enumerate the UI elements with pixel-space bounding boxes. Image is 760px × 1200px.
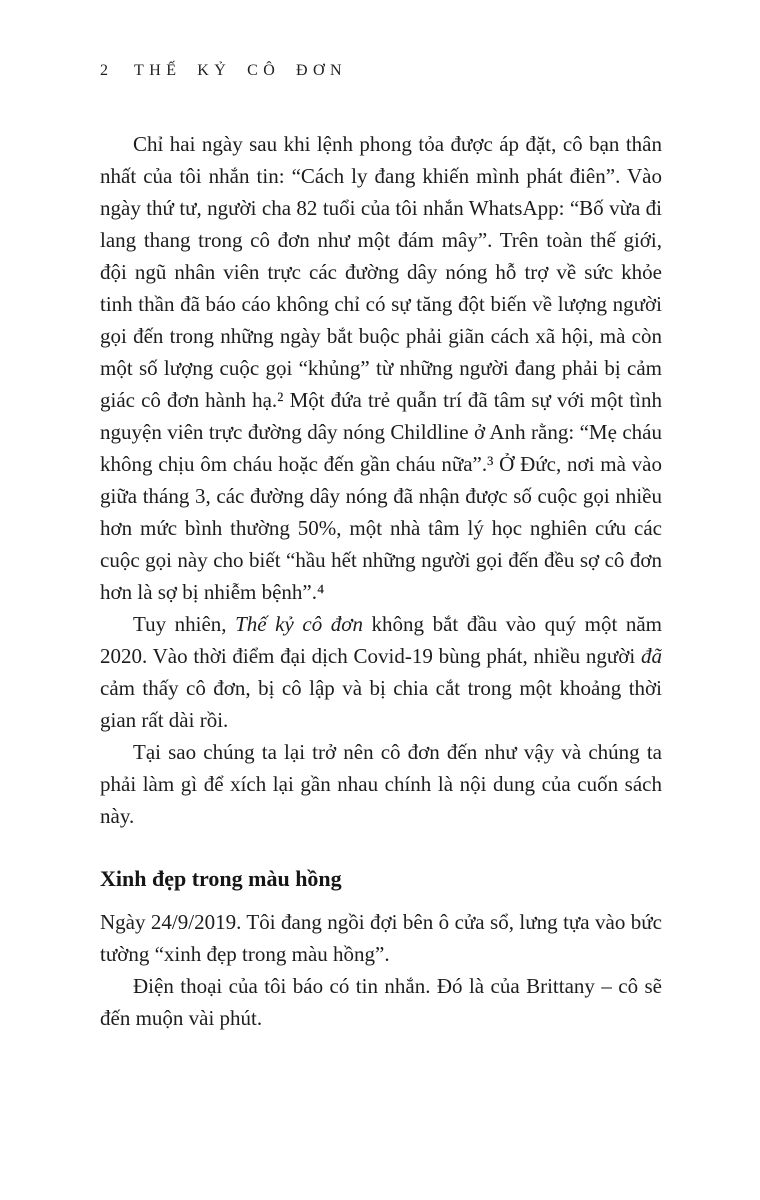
paragraph-text: Tuy nhiên, — [133, 612, 236, 636]
book-title-reference: Thế kỷ cô đơn — [235, 612, 363, 636]
page-header — [100, 62, 662, 80]
paragraph-book-purpose: Tại sao chúng ta lại trở nên cô đơn đến như vậy và chúng ta phải làm gì để xích lại gần nhau chính là nội dung của cuốn sách này. — [100, 740, 662, 828]
paragraph-text: cảm thấy cô đơn, bị cô lập và bị chia cắt trong một khoảng thời gian rất dài rồi. — [100, 676, 662, 732]
paragraph-lockdown-hotlines: Chỉ hai ngày sau khi lệnh phong tỏa được áp đặt, cô bạn thân nhất của tôi nhắn tin: “Cách ly đang khiến mình phát điên”. Vào ngày thứ tư, người cha 82 tuổi của tôi nhắn WhatsApp: “Bố vừa đi lang thang trong cô đơn như một đám mây”. Trên toàn thế giới, đội ngũ nhân viên trực các đường dây nóng hỗ trợ về sức khỏe tinh thần đã báo cáo không chỉ có sự tăng đột biến về lượng người gọi đến trong những ngày bắt buộc phải giãn cách xã hội, mà còn một số lượng cuộc gọi “khủng” từ những người đang phải bị cảm giác cô đơn hành hạ.² Một đứa trẻ quẫn trí đã tâm sự với một tình nguyện viên trực đường dây nóng Childline ở Anh rằng: “Mẹ cháu không chịu ôm cháu hoặc đến gần cháu nữa”.³ Ở Đức, nơi mà vào giữa tháng 3, các đường dây nóng đã nhận được số cuộc gọi nhiều hơn mức bình thường 50%, một nhà tâm lý học nghiên cứu các cuộc gọi này cho biết “hầu hết những người gọi đến đều sợ cô đơn hơn là sợ bị nhiễm bệnh”.⁴ — [100, 132, 662, 604]
paragraph-brittany-message: Điện thoại của tôi báo có tin nhắn. Đó là của Brittany – cô sẽ đến muộn vài phút. — [100, 974, 662, 1030]
paragraph-text: không bắt đầu vào quý một năm 2020. Vào thời điểm đại dịch Covid-19 bùng phát, nhiều người — [100, 612, 663, 668]
emphasized-word: đã — [641, 644, 662, 668]
page-number: 2 — [100, 62, 108, 79]
page-content — [100, 62, 662, 1034]
running-head: THẾ KỶ CÔ ĐƠN — [134, 62, 348, 79]
paragraph-pretty-in-pink: Ngày 24/9/2019. Tôi đang ngồi đợi bên ô cửa sổ, lưng tựa vào bức tường “xinh đẹp trong màu hồng”. — [100, 910, 662, 966]
paragraph-lonely-century — [100, 608, 662, 736]
section-heading: Xinh đẹp trong màu hồng — [100, 866, 342, 891]
page-body — [100, 128, 662, 1034]
